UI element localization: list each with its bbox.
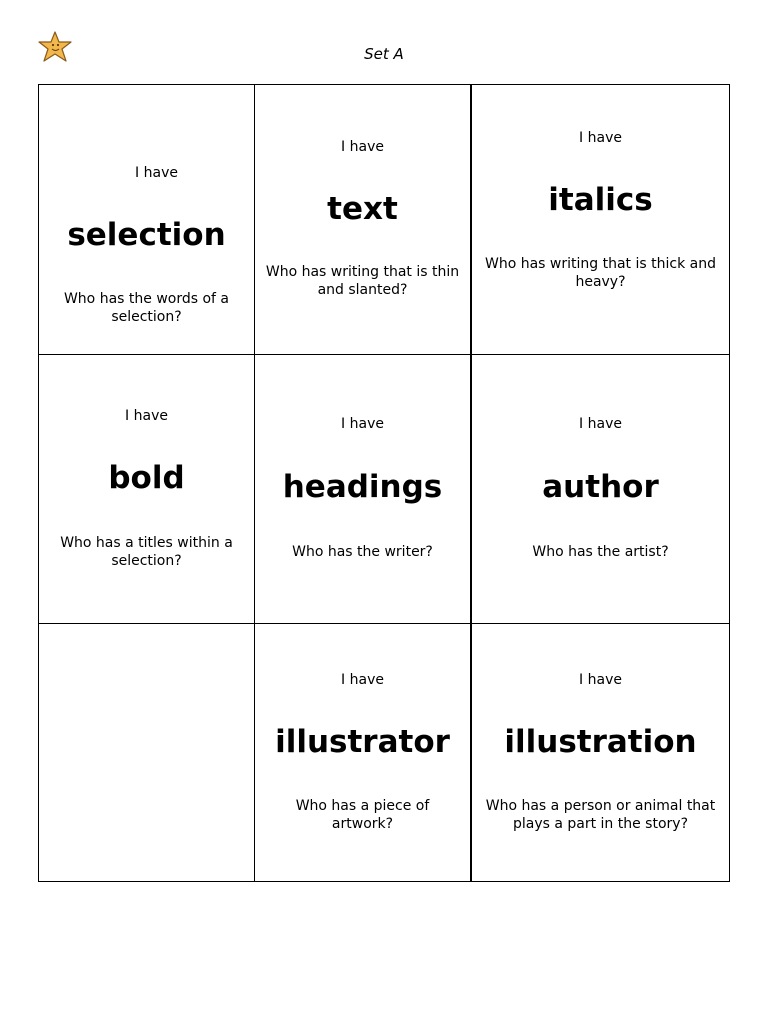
page-title: Set A [364, 45, 404, 63]
i-have-label: I have [341, 672, 384, 688]
card-word: text [327, 191, 398, 227]
card-italics [472, 85, 729, 354]
i-have-label: I have [135, 165, 178, 181]
card-question: Who has writing that is thick and heavy? [485, 256, 716, 290]
card-headings [255, 355, 470, 623]
card-empty [39, 624, 254, 881]
i-have-label: I have [341, 416, 384, 432]
i-have-label: I have [579, 672, 622, 688]
card-question: Who has a person or animal that plays a part in the story? [485, 798, 716, 832]
card-word: bold [108, 460, 185, 496]
card-word: illustrator [275, 724, 450, 760]
card-word: headings [282, 469, 443, 505]
card-question: Who has the writer? [292, 544, 433, 560]
i-have-label: I have [125, 408, 168, 424]
card-illustration [472, 624, 729, 881]
card-question: Who has a titles within a selection? [60, 535, 233, 569]
card-word: italics [548, 182, 653, 218]
card-word: author [542, 469, 659, 505]
card-author [472, 355, 729, 623]
i-have-label: I have [579, 130, 622, 146]
card-word: illustration [504, 724, 697, 760]
card-question: Who has writing that is thin and slanted? [265, 264, 460, 298]
card-grid [38, 84, 730, 882]
i-have-label: I have [341, 139, 384, 155]
card-selection [39, 85, 254, 354]
card-question: Who has a piece of artwork? [295, 798, 430, 832]
card-bold [39, 355, 254, 623]
i-have-label: I have [579, 416, 622, 432]
card-illustrator [255, 624, 470, 881]
card-question: Who has the artist? [532, 544, 669, 560]
card-question: Who has the words of a selection? [63, 291, 230, 325]
card-text [255, 85, 470, 354]
card-word: selection [67, 217, 226, 253]
